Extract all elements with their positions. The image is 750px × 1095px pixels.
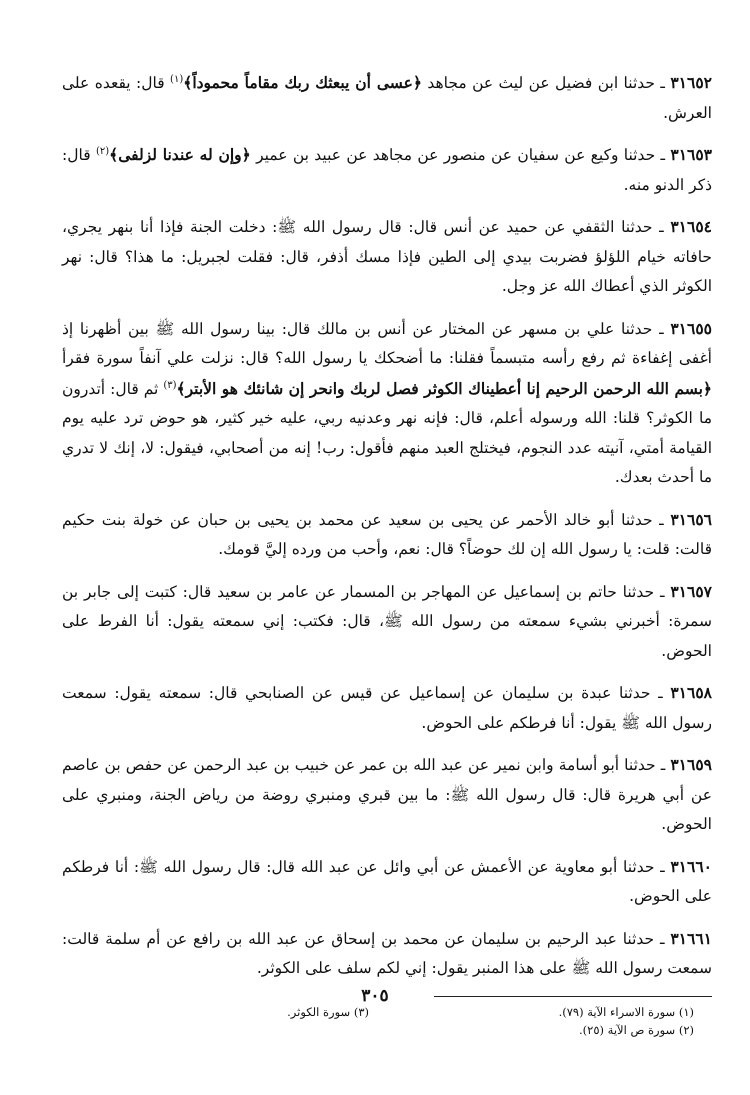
page-number: ٣٠٥ (361, 986, 389, 1006)
quran-verse: ﴿بسم الله الرحمن الرحيم إنا أعطيناك الكوثر فصل لربك وانحر إن شانئك هو الأبتر﴾ (176, 378, 712, 398)
hadith-entry (62, 140, 712, 200)
hadith-text: ـ حدثنا علي بن مسهر عن المختار عن أنس بن مالك قال: بينا رسول الله ﷺ بين أظهرنا إذ أغفى إغفاءة ثم رفع رأسه متبسماً فقلنا: ما أضحكك يا رسول الله؟ قال: نزلت علي آنفاً سورة فقرأ (62, 319, 712, 367)
quran-verse: ﴿عسى أن يبعثك ربك مقاماً محموداً﴾ (183, 73, 422, 92)
hadith-entry (62, 924, 712, 984)
footnote-2: (٢) سورة ص الآية (٢٥). (579, 1022, 694, 1037)
hadith-entry (62, 750, 712, 840)
hadith-entry (62, 577, 712, 667)
hadith-text-continued: ثم قال: أتدرون ما الكوثر؟ قلنا: الله ورسوله أعلم، قال: فإنه نهر وعدنيه ربي، عليه خير كثير، هو حوض ترد عليه يوم القيامة أمتي، آنيته عدد النجوم، فيختلج العبد منهم فأقول: رب! إنه من أصحابي، فيقول: لا، إنك لا تدري ما أحدث بعدك. (62, 379, 712, 486)
hadith-entry (62, 852, 712, 912)
hadith-number: ٣١٦٥٧ (670, 581, 712, 601)
hadith-number: ٣١٦٥٢ (670, 73, 712, 92)
hadith-number: ٣١٦٥٨ (670, 683, 712, 702)
footnote-ref: (٣) (163, 379, 177, 391)
hadith-text: ـ حدثنا عبد الرحيم بن سليمان عن محمد بن إسحاق عن عبد الله بن رافع عن أم سلمة قالت: سمعت رسول الله ﷺ على هذا المنبر يقول: إني لكم سلف على الكوثر. (62, 929, 712, 977)
hadith-entry (62, 678, 712, 738)
hadith-number: ٣١٦٥٤ (670, 217, 712, 236)
page-body (62, 68, 712, 1039)
hadith-text: ـ حدثنا وكيع عن سفيان عن منصور عن مجاهد عن عبيد بن عمير (250, 146, 671, 164)
footnote-ref: (١) (170, 73, 184, 85)
hadith-text-continued: قال: ذكر الدنو منه. (62, 146, 712, 194)
footnote-1: (١) سورة الاسراء الآية (٧٩). (558, 1004, 694, 1019)
footnote-ref: (٢) (95, 145, 110, 157)
hadith-number: ٣١٦٥٦ (670, 509, 712, 529)
hadith-number: ٣١٦٦٠ (670, 856, 712, 876)
quran-verse: ﴿وإن له عندنا لزلفى﴾ (109, 145, 251, 164)
hadith-text: ـ حدثنا الثقفي عن حميد عن أنس قال: قال رسول الله ﷺ: دخلت الجنة فإذا أنا بنهر يجري، حافاته خيام اللؤلؤ فضربت بيدي إلى الطين فإذا مسك أذفر، قال: فقلت لجبريل: ما هذا؟ قال: نهر الكوثر الذي أعطاك الله عز وجل. (62, 218, 712, 295)
footnotes (62, 1003, 712, 1039)
hadith-text-continued: قال: يقعده على العرش. (62, 74, 712, 122)
hadith-text: ـ حدثنا حاتم بن إسماعيل عن المهاجر بن المسمار عن عامر بن سعيد قال: كتبت إلى جابر بن سمرة: أخبرني بشيء سمعته من رسول الله ﷺ، قال: فكتب: إني سمعته يقول: أنا الفرط على الحوض. (62, 582, 712, 660)
hadith-text: ـ حدثنا عبدة بن سليمان عن إسماعيل عن قيس عن الصنابحي قال: سمعته يقول: سمعت رسول الله ﷺ يقول: أنا فرطكم على الحوض. (62, 684, 712, 732)
hadith-entry (62, 68, 712, 128)
hadith-text: ـ حدثنا ابن فضيل عن ليث عن مجاهد (421, 74, 671, 92)
hadith-text: ـ حدثنا أبو أسامة وابن نمير عن عبد الله بن عمر عن خبيب بن عبد الرحمن عن حفص بن عاصم عن أبي هريرة قال: قال رسول الله ﷺ: ما بين قبري ومنبري روضة من رياض الجنة، ومنبري على الحوض. (62, 756, 712, 833)
hadith-text: ـ حدثنا أبو خالد الأحمر عن يحيى بن سعيد عن محمد بن يحيى بن حبان عن خولة بنت حكيم قالت: قلت: يا رسول الله إن لك حوضاً؟ قال: نعم، وأحب من ورده إليَّ قومك. (62, 510, 712, 558)
hadith-number: ٣١٦٥٣ (670, 145, 713, 164)
footnote-3: (٣) سورة الكوثر. (287, 1004, 369, 1019)
hadith-number: ٣١٦٥٩ (670, 755, 712, 774)
hadith-number: ٣١٦٥٥ (670, 318, 712, 338)
hadith-entry (62, 314, 712, 493)
hadith-entry (62, 212, 712, 302)
hadith-number: ٣١٦٦١ (670, 928, 712, 948)
hadith-text: ـ حدثنا أبو معاوية عن الأعمش عن أبي وائل عن عبد الله قال: قال رسول الله ﷺ: أنا فرطكم على الحوض. (62, 857, 712, 905)
hadith-entry (62, 505, 712, 565)
